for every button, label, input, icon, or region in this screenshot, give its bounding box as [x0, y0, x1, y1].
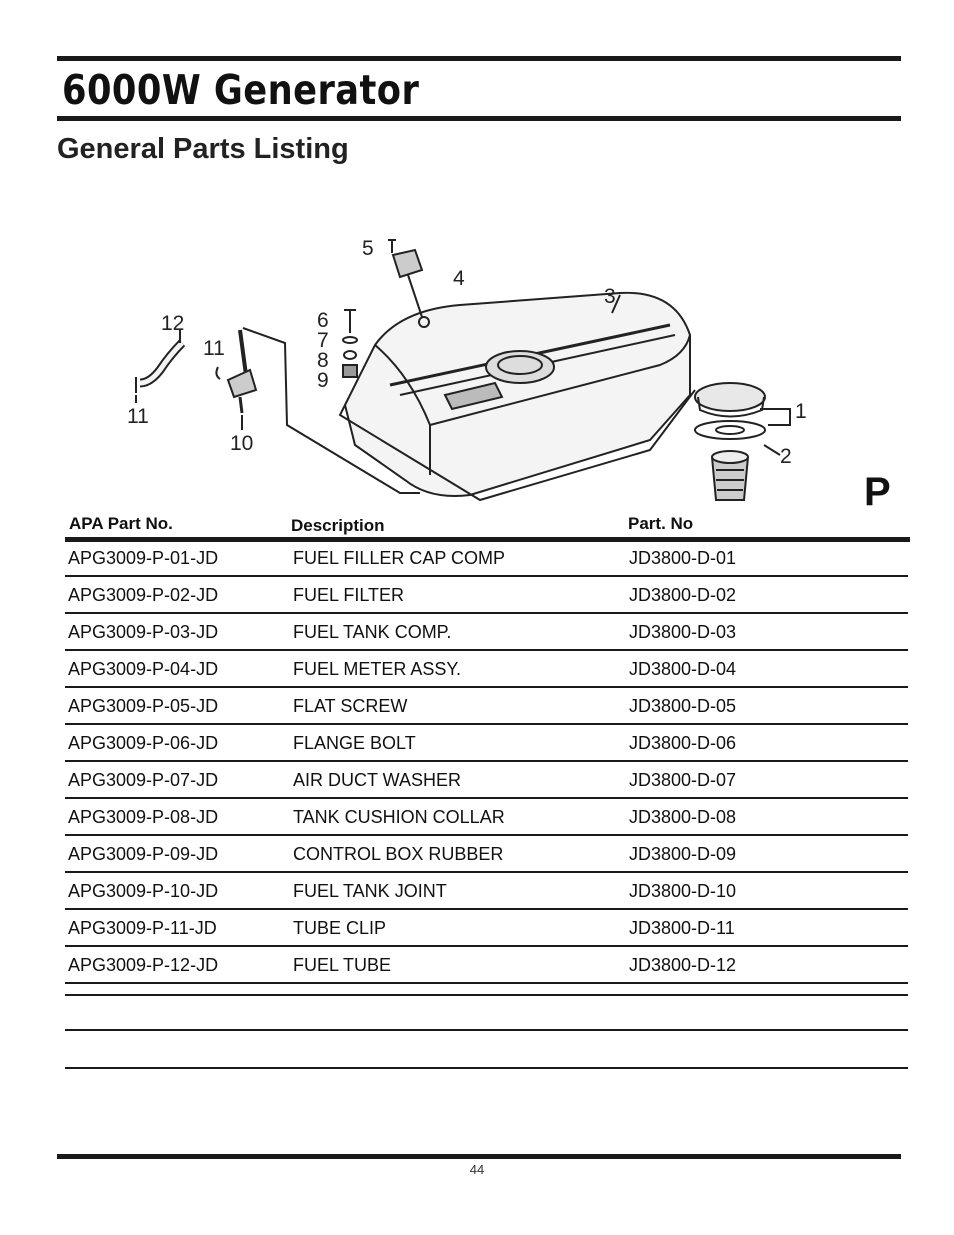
callout-6: 6: [317, 309, 329, 332]
callout-7: 7: [317, 329, 329, 352]
apa-part-no: APG3009-P-04-JD: [68, 659, 219, 679]
part-no: JD3800-D-10: [629, 881, 737, 901]
description: AIR DUCT WASHER: [293, 770, 462, 790]
apa-part-no: APG3009-P-12-JD: [68, 955, 219, 975]
table-row: [65, 947, 908, 984]
table-row: [65, 614, 908, 651]
part-no: JD3800-D-04: [629, 659, 737, 679]
page-title: 6000W Generator: [62, 66, 420, 114]
callout-12: 12: [161, 312, 185, 335]
part-no: JD3800-D-12: [629, 955, 737, 975]
table-row: [65, 910, 908, 947]
callout-2: 2: [780, 445, 792, 468]
table-row: [65, 688, 908, 725]
part-no: JD3800-D-07: [629, 770, 737, 790]
callout-1: 1: [795, 400, 807, 423]
empty-row-rule: [65, 994, 908, 996]
part-no: JD3800-D-02: [629, 585, 737, 605]
top-rule: [57, 56, 901, 61]
col-header-apa-part-no: APA Part No.: [69, 514, 173, 533]
apa-part-no: APG3009-P-01-JD: [68, 548, 219, 568]
parts-table: [65, 540, 908, 984]
footer-rule: [57, 1154, 901, 1159]
section-letter: P: [864, 470, 891, 514]
part-no: JD3800-D-09: [629, 844, 737, 864]
table-row: [65, 873, 908, 910]
callout-9: 9: [317, 369, 329, 392]
description: FUEL TANK COMP.: [293, 622, 452, 642]
apa-part-no: APG3009-P-08-JD: [68, 807, 219, 827]
callout-11-left: 11: [127, 405, 149, 428]
description: FUEL FILTER: [293, 585, 405, 605]
part-no: JD3800-D-01: [629, 548, 737, 568]
description: FLANGE BOLT: [293, 733, 416, 753]
table-row: [65, 651, 908, 688]
part-no: JD3800-D-03: [629, 622, 737, 642]
col-header-description: Description: [291, 516, 385, 535]
callout-4: 4: [453, 267, 465, 290]
description: TUBE CLIP: [293, 918, 387, 938]
apa-part-no: APG3009-P-07-JD: [68, 770, 219, 790]
part-no: JD3800-D-06: [629, 733, 737, 753]
fuel-tank-exploded-diagram: [100, 225, 860, 515]
callout-8: 8: [317, 349, 329, 372]
page-number: 44: [469, 1162, 485, 1177]
apa-part-no: APG3009-P-03-JD: [68, 622, 219, 642]
apa-part-no: APG3009-P-11-JD: [68, 918, 217, 938]
part-no: JD3800-D-11: [629, 918, 735, 938]
apa-part-no: APG3009-P-06-JD: [68, 733, 219, 753]
table-row: [65, 762, 908, 799]
section-heading: General Parts Listing: [57, 133, 349, 165]
col-header-part-no: Part. No: [628, 514, 694, 533]
table-row: [65, 540, 908, 577]
table-row: [65, 836, 908, 873]
table-row: [65, 577, 908, 614]
apa-part-no: APG3009-P-10-JD: [68, 881, 219, 901]
callout-3: 3: [604, 285, 616, 308]
title-underline: [57, 116, 901, 121]
description: FLAT SCREW: [293, 696, 408, 716]
empty-row-rule: [65, 1029, 908, 1031]
callout-11-right: 11: [203, 337, 225, 360]
description: FUEL METER ASSY.: [293, 659, 462, 679]
empty-row-rule: [65, 1067, 908, 1069]
description: FUEL FILLER CAP COMP: [293, 548, 506, 568]
callout-10: 10: [230, 432, 254, 455]
part-no: JD3800-D-05: [629, 696, 737, 716]
description: TANK CUSHION COLLAR: [293, 807, 505, 827]
description: FUEL TUBE: [293, 955, 392, 975]
table-row: [65, 725, 908, 762]
apa-part-no: APG3009-P-02-JD: [68, 585, 219, 605]
apa-part-no: APG3009-P-05-JD: [68, 696, 219, 716]
part-no: JD3800-D-08: [629, 807, 737, 827]
description: CONTROL BOX RUBBER: [293, 844, 504, 864]
table-row: [65, 799, 908, 836]
description: FUEL TANK JOINT: [293, 881, 447, 901]
apa-part-no: APG3009-P-09-JD: [68, 844, 219, 864]
callout-5: 5: [362, 237, 374, 260]
